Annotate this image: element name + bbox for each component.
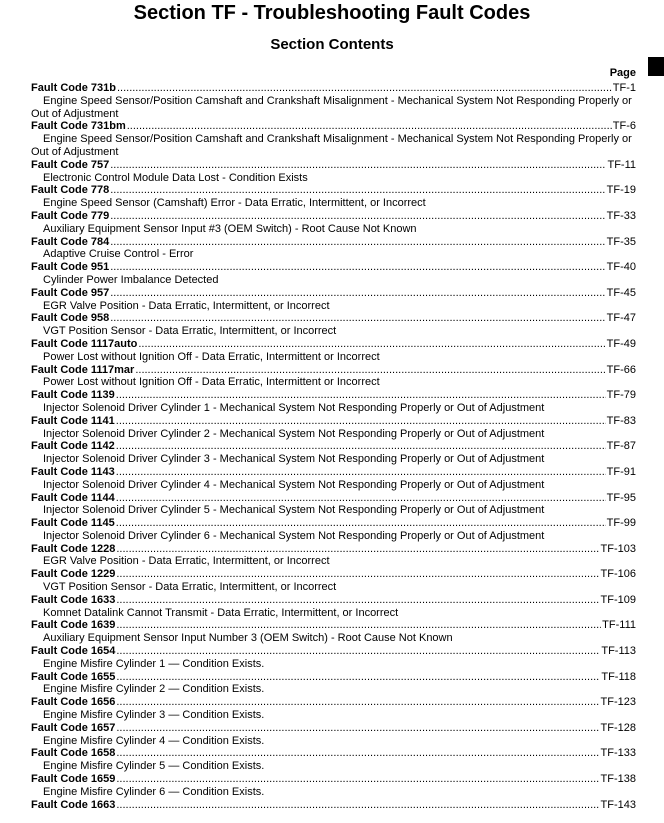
page-reference: TF-35 [606,235,636,248]
fault-code-label: Fault Code 1663 [31,798,116,811]
fault-code-label: Fault Code 1639 [31,619,116,632]
dot-leader [116,696,599,709]
page-title: Section TF - Troubleshooting Fault Codes [133,2,531,24]
fault-code-label: Fault Code 1144 [31,491,115,504]
fault-code-description: Engine Misfire Cylinder 4 — Condition Exists. [43,734,265,747]
dot-leader [116,773,599,786]
fault-code-label: Fault Code 1229 [31,568,116,581]
fault-code-description: Power Lost without Ignition Off - Data Erratic, Intermittent or Incorrect [43,350,380,363]
toc-entry-link[interactable] [31,543,636,556]
fault-code-label: Fault Code 957 [31,286,110,299]
dot-leader [116,747,599,760]
fault-code-label: Fault Code 731b [31,82,116,94]
toc-entry-link[interactable] [31,492,636,505]
dot-leader [116,645,600,658]
fault-code-description: Power Lost without Ignition Off - Data Erratic, Intermittent or Incorrect [43,376,380,389]
toc-entry-link[interactable] [31,568,636,581]
page-reference: TF-45 [606,286,636,299]
fault-code-label: Fault Code 958 [31,312,110,325]
fault-code-label: Fault Code 1656 [31,696,116,709]
toc-entry-link[interactable] [31,619,636,632]
toc-entry-link[interactable] [31,415,636,428]
fault-code-description: VGT Position Sensor - Data Erratic, Intermittent, or Incorrect [43,581,337,594]
fault-code-label: Fault Code 779 [31,209,110,222]
dot-leader [135,364,605,377]
toc-entry-link[interactable] [31,261,636,274]
dot-leader [110,312,605,325]
fault-code-label: Fault Code 1655 [31,670,116,683]
toc-entry-link[interactable] [31,722,636,735]
dot-leader [110,210,605,223]
page-reference: TF-138 [600,773,636,786]
fault-code-label: Fault Code 1142 [31,440,115,453]
fault-code-label: Fault Code 951 [31,261,110,274]
dot-leader [127,120,612,133]
toc-entry-link[interactable] [31,120,636,133]
toc-entry-link[interactable] [31,517,636,530]
dot-leader [116,466,606,479]
dot-leader [110,287,605,300]
toc-entry-link[interactable] [31,159,636,172]
page-reference: TF-128 [600,721,636,734]
page-reference: TF-99 [606,517,636,530]
fault-code-description: VGT Position Sensor - Data Erratic, Intermittent, or Incorrect [43,325,337,338]
fault-code-label: Fault Code 1145 [31,517,115,530]
fault-code-label: Fault Code 1117mar [31,363,135,376]
dot-leader [116,568,599,581]
page-reference: TF-91 [606,465,636,478]
toc-entry-link[interactable] [31,210,636,223]
fault-code-label: Fault Code 1659 [31,773,116,786]
fault-code-label: Fault Code 1658 [31,747,116,760]
fault-code-description: Engine Misfire Cylinder 1 — Condition Exists. [43,657,265,670]
fault-code-description: Injector Solenoid Driver Cylinder 4 - Mechanical System Not Responding Properly or Out of Adjustment [43,478,545,491]
fault-code-label: Fault Code 1143 [31,465,115,478]
fault-code-description: Auxiliary Equipment Sensor Input Number 3 (OEM Switch) - Root Cause Not Known [43,632,453,645]
toc-entry-link[interactable] [31,364,636,377]
fault-code-description: Injector Solenoid Driver Cylinder 5 - Mechanical System Not Responding Properly or Out of Adjustment [43,504,545,517]
fault-code-description: Komnet Datalink Cannot Transmit - Data Erratic, Intermittent, or Incorrect [43,606,399,619]
fault-code-description: Adaptive Cruise Control - Error [43,248,194,261]
toc-entry-link[interactable] [31,466,636,479]
fault-code-label: Fault Code 1657 [31,721,116,734]
fault-code-description: Engine Misfire Cylinder 5 — Condition Exists. [43,760,265,773]
fault-code-label: Fault Code 757 [31,158,110,171]
fault-code-description: Engine Speed Sensor (Camshaft) Error - Data Erratic, Intermittent, or Incorrect [43,197,426,210]
fault-code-description: Cylinder Power Imbalance Detected [43,273,219,286]
dot-leader [116,415,606,428]
page-reference: TF-123 [600,696,636,709]
dot-leader [116,671,600,684]
page-reference: TF-95 [606,491,636,504]
page-reference: TF-1 [612,82,636,94]
dot-leader [116,440,606,453]
page-reference: TF-118 [601,670,636,683]
page-reference: TF-113 [601,645,636,658]
dot-leader [116,722,599,735]
dot-leader [116,619,601,632]
fault-code-label: Fault Code 1633 [31,593,116,606]
page-reference: TF-6 [612,120,636,133]
fault-code-label: Fault Code 1117auto [31,337,138,350]
fault-code-description: Engine Speed Sensor/Position Camshaft and Crankshaft Misalignment - Mechanical System Not Responding Properly or Out of Adjustment [31,94,632,120]
fault-code-label: Fault Code 1139 [31,389,115,402]
section-subtitle: Section Contents [270,36,394,53]
fault-code-description: Injector Solenoid Driver Cylinder 3 - Mechanical System Not Responding Properly or Out of Adjustment [43,453,545,466]
toc-entry-link[interactable] [31,338,636,351]
page-reference: TF-66 [606,363,636,376]
toc-entry-link[interactable] [31,236,636,249]
fault-code-description: Injector Solenoid Driver Cylinder 6 - Mechanical System Not Responding Properly or Out of Adjustment [43,529,545,542]
toc-entry-link[interactable] [31,696,636,709]
fault-code-description: Engine Misfire Cylinder 2 — Condition Exists. [43,683,265,696]
dot-leader [110,159,606,172]
fault-code-description: Auxiliary Equipment Sensor Input #3 (OEM Switch) - Root Cause Not Known [43,222,417,235]
fault-code-description: Injector Solenoid Driver Cylinder 1 - Mechanical System Not Responding Properly or Out of Adjustment [43,401,545,414]
fault-code-label: Fault Code 1654 [31,645,116,658]
toc-entry-link[interactable] [31,287,636,300]
page-reference: TF-19 [606,184,636,197]
dot-leader [110,184,605,197]
dot-leader [116,799,599,812]
dot-leader [116,543,599,556]
fault-code-description: Engine Speed Sensor/Position Camshaft and Crankshaft Misalignment - Mechanical System Not Responding Properly or Out of Adjustment [31,133,632,158]
dot-leader [116,594,599,607]
fault-code-description: Injector Solenoid Driver Cylinder 2 - Mechanical System Not Responding Properly or Out of Adjustment [43,427,545,440]
page-reference: TF-79 [606,389,636,402]
toc-entry-link[interactable] [31,799,636,812]
table-of-contents [31,82,636,811]
fault-code-description: EGR Valve Position - Data Erratic, Intermittent, or Incorrect [43,299,330,312]
page-reference: TF-11 [607,158,636,171]
toc-entry-link[interactable] [31,184,636,197]
toc-entry-link[interactable] [31,440,636,453]
dot-leader [116,389,606,402]
page-reference: TF-109 [600,593,636,606]
page-reference: TF-83 [606,414,636,427]
dot-leader [116,492,606,505]
toc-entry-link[interactable] [31,82,636,95]
fault-code-description: Electronic Control Module Data Lost - Condition Exists [43,171,308,184]
page-reference: TF-106 [600,568,636,581]
dot-leader [117,82,612,95]
fault-code-label: Fault Code 784 [31,235,110,248]
fault-code-label: Fault Code 778 [31,184,110,197]
toc-entry-link[interactable] [31,645,636,658]
dot-leader [138,338,605,351]
page-reference: TF-103 [600,542,636,555]
page-reference: TF-33 [606,209,636,222]
page-reference: TF-40 [606,261,636,274]
page-column-header: Page [609,67,636,79]
fault-code-label: Fault Code 1141 [31,414,115,427]
page-reference: TF-47 [606,312,636,325]
toc-entry-link[interactable] [31,671,636,684]
toc-entry-link[interactable] [31,747,636,760]
dot-leader [110,236,605,249]
page-reference: TF-87 [606,440,636,453]
page-reference: TF-133 [600,747,636,760]
page-reference: TF-143 [600,798,636,811]
fault-code-description: EGR Valve Position - Data Erratic, Intermittent, or Incorrect [43,555,330,568]
toc-entry-link[interactable] [31,312,636,325]
fault-code-description: Engine Misfire Cylinder 3 — Condition Exists. [43,709,265,722]
fault-code-description: Engine Misfire Cylinder 6 — Condition Exists. [43,785,265,798]
section-tab-marker [648,57,664,76]
dot-leader [110,261,605,274]
toc-entry-link[interactable] [31,594,636,607]
toc-entry-link[interactable] [31,389,636,402]
toc-entry-link[interactable] [31,773,636,786]
dot-leader [116,517,606,530]
page-reference: TF-111 [602,619,636,632]
page-reference: TF-49 [606,337,636,350]
fault-code-label: Fault Code 1228 [31,542,116,555]
fault-code-label: Fault Code 731bm [31,120,126,133]
